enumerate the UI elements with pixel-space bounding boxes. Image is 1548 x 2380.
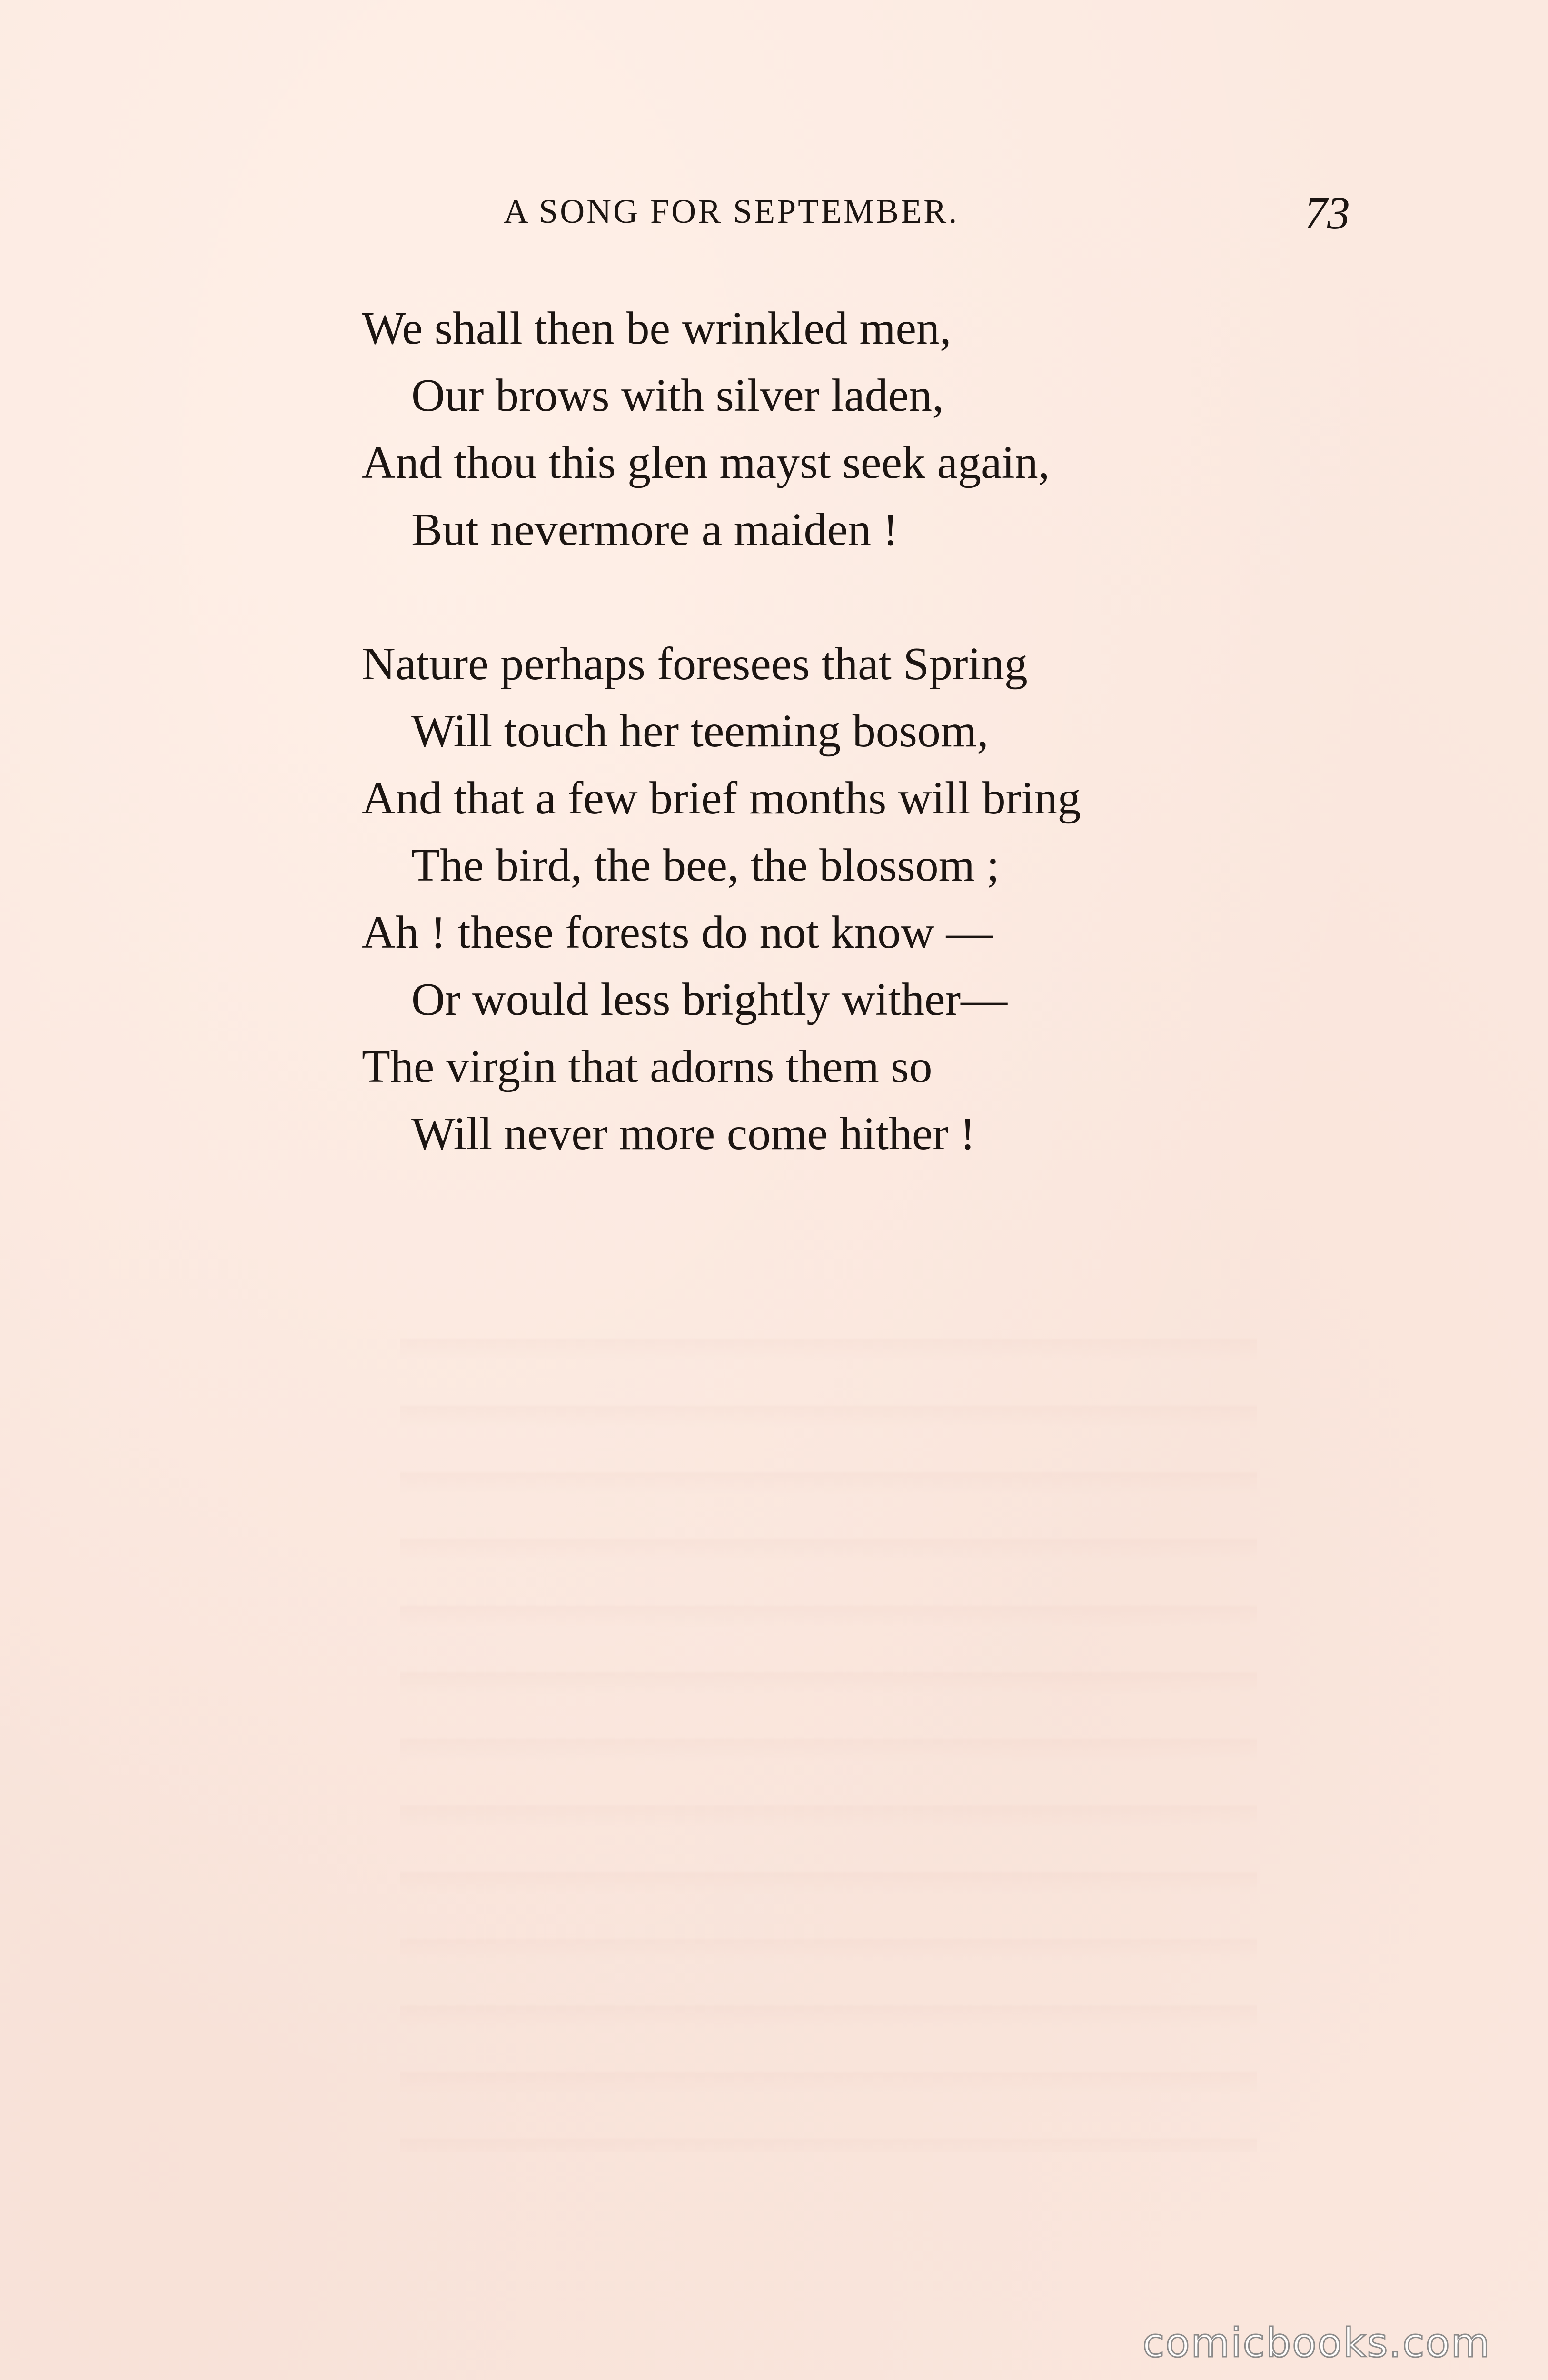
poem-line: Our brows with silver laden, bbox=[411, 370, 944, 421]
poem-line: We shall then be wrinkled men, bbox=[362, 303, 952, 354]
page-number: 73 bbox=[1304, 188, 1350, 238]
poem-line: Will touch her teeming bosom, bbox=[411, 705, 989, 757]
poem-line: And that a few brief months will bring bbox=[362, 773, 1081, 824]
poem-line: Or would less brightly wither— bbox=[411, 974, 1008, 1025]
poem-line: And thou this glen mayst seek again, bbox=[362, 437, 1050, 488]
poem-line: But nevermore a maiden ! bbox=[411, 504, 899, 555]
watermark: comicbooks.com bbox=[1142, 2320, 1491, 2366]
running-header: A SONG FOR SEPTEMBER. bbox=[504, 192, 959, 230]
stanza-2 bbox=[362, 631, 1081, 1168]
stanza-1 bbox=[362, 295, 1081, 564]
poem-line: The bird, the bee, the blossom ; bbox=[411, 840, 1000, 891]
show-through-texture bbox=[400, 1295, 1257, 2152]
poem-line: The virgin that adorns them so bbox=[362, 1041, 933, 1092]
poem-line: Will never more come hither ! bbox=[411, 1108, 976, 1160]
poem-line: Ah ! these forests do not know — bbox=[362, 907, 993, 958]
poem bbox=[362, 295, 1081, 1235]
poem-line: Nature perhaps foresees that Spring bbox=[362, 638, 1028, 690]
